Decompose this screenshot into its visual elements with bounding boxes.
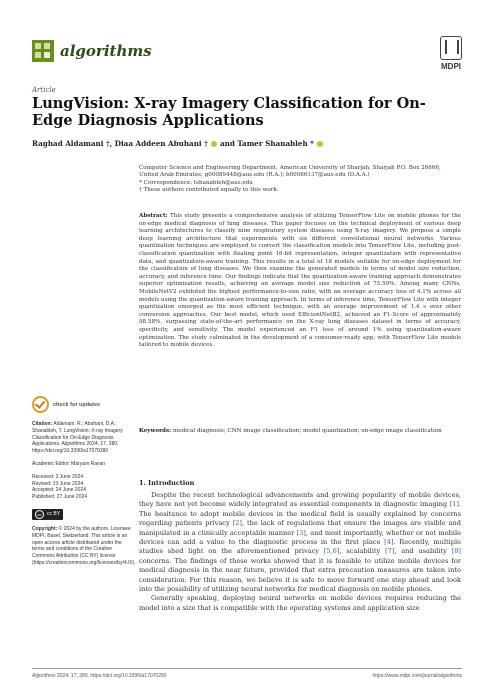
date-received: Received: 3 June 2024 [32, 473, 84, 480]
affiliation-dept: Computer Science and Engineering Department, American University of Sharjah, Sharjah P.O. Box 26666, [139, 165, 441, 171]
citation-link[interactable]: [1] [449, 500, 459, 509]
article-type: Article [32, 86, 56, 94]
affiliation-block [139, 165, 461, 194]
citation-block [32, 421, 132, 455]
introduction-body [139, 491, 461, 613]
keywords-text: medical diagnosis; CNN image classification; model quantization; on-edge image classification [172, 428, 442, 434]
citation-link[interactable]: [4] [384, 538, 394, 547]
abstract-text: This study presents a comprehensive analysis of utilizing TensorFlow Lite on mobile phones for the on-edge medical diagnosis of lung diseases. This paper focuses on the technical deployment of various deep learning architectures to classify nine respiratory system diseases using X-ray imagery. We propose a simple deep learning architecture that experiments with six different convolutional neural networks. Various quantization techniques are employed to convert the classification models into TensorFlow Lite, including post-classification quantization with floating point 16-bit representation, integer quantization with representative data, and quantization-aware training. This results in a total of 18 models suitable for on-edge deployment for the classification of lung diseases. We then examine the generated models in terms of model size reduction, accuracy, and inference time. Our findings indicate that the quantization-aware training approach demonstrates superior optimization results, achieving an average model size reduction of 75.59%. Among many CNNs, MobileNetV2 exhibited the highest performance-to-size ratio, with an average accuracy loss of 4.1% across all models using the quantization-aware training approach. In terms of inference time, TensorFlow Lite with integer quantization emerged as the most efficient technique, with an average improvement of 1.4 s over other conversion approaches. Our best model, which used EfficientNetB2, achieved an F1-Score of approximately 98.58%, surpassing state-of-the-art performance on the X-ray lung diseases dataset in terms of accuracy, specificity, and sensitivity. The model experienced an F1 loss of around 1% using quantization-aware optimization. The study culminated in the development of a consumer-ready app, with TensorFlow Lite models tailored to mobile devices. [139, 213, 461, 349]
abstract [139, 213, 461, 350]
page-footer [32, 668, 462, 679]
citation-link[interactable]: [2] [232, 519, 242, 528]
cc-license-badge[interactable] [32, 509, 63, 520]
author-list: Raghad Aldamani †, Diaa Addeen Abuhani † and Tamer Shanableh * [32, 139, 323, 148]
copyright-text: © 2024 by the authors. Licensee MDPI, Basel, Switzerland. This article is an open access article distributed under the terms and conditions of the Creative Commons Attribution (CC BY) license (https://creativecommons.org/licenses/by/4.0/). [32, 525, 136, 566]
citation-link[interactable]: [3] [296, 528, 306, 537]
equal-contribution-note: † These authors contributed equally to this work. [139, 186, 279, 193]
author-name[interactable]: and Tamer Shanableh * [219, 139, 314, 148]
intro-paragraph: Generally speaking, deploying neural networks on mobile devices requires reducing the model into a size that is compatible with the operating systems and application size [139, 594, 461, 612]
author-name[interactable]: Diaa Addeen Abuhani † [114, 139, 208, 148]
citation-link[interactable]: [8] [451, 547, 461, 556]
correspondence-note: * Correspondence: tshanableh@aus.edu [139, 179, 253, 186]
author-name[interactable]: Raghad Aldamani † [32, 139, 110, 148]
keywords-label: Keywords: [139, 428, 172, 434]
affiliation-location: United Arab Emirates; g00089448@aus.edu (R.A.); b00086137@aus.edu (D.A.A.) [139, 172, 370, 179]
footer-journal-url[interactable]: https://www.mdpi.com/journal/algorithms [372, 673, 462, 679]
section-heading: 1. Introduction [139, 479, 195, 487]
publisher-name: MDPI [441, 62, 461, 71]
check-updates-button[interactable] [32, 396, 132, 413]
footer-citation[interactable]: Algorithms 2024, 17, 280. https://doi.org/10.3390/a17070280 [32, 673, 167, 679]
citation-link[interactable]: [7] [385, 547, 395, 556]
citation-label: Citation: [32, 421, 53, 427]
journal-logo[interactable] [32, 40, 152, 62]
mdpi-logo[interactable] [440, 36, 462, 71]
check-updates-icon [32, 396, 49, 413]
sidebar-metadata [32, 396, 136, 573]
date-revised: Revised: 23 June 2024 [32, 480, 84, 487]
cc-icon: cc [35, 510, 44, 519]
intro-paragraph: Despite the recent technological advancements and growing popularity of mobile devices, they have not yet become widely integrated as essential components in diagnostic imaging [1]. The hesitance to adopt mobile devices in the medical field is usually explained by concerns regarding patients privacy [2], the lack of regulations that ensure the images are visible and manipulated in a clinically acceptable manner [3], and most importantly, whether or not mobile devices can add a value to the diagnostic process in the first place [4]. Recently, multiple studies shed light on the aforementioned privacy [5,6], scalability [7], and usability [8] concerns. The findings of these works showed that it is feasible to utilize mobile devices for medical diagnosis in the near future, provided that extra precaution measures are taken into consideration. For this reason, we believe it is safe to move forward one step ahead and look into the possibility of utilizing neural networks for medical diagnosis on mobile phones. [139, 491, 461, 594]
date-accepted: Accepted: 24 June 2024 [32, 487, 86, 494]
citation-text[interactable]: Aldamani, R.; Abuhani, D.A.; Shanableh, T. LungVision: X-ray Imagery Classification for On-Edge Diagnosis Applications. Algorithms 2024, 17, 280. https://doi.org/10.3390/a17070280 [32, 421, 123, 455]
orcid-icon[interactable] [317, 141, 323, 147]
academic-editor: Academic Editor: Maryam Ravan [32, 460, 106, 467]
paper-title: LungVision: X-ray Imagery Classification for On-Edge Diagnosis Applications [32, 95, 426, 129]
citation-link[interactable]: [5,6] [323, 547, 340, 556]
journal-name: algorithms [60, 42, 152, 60]
date-published: Published: 27 June 2024 [32, 494, 88, 501]
copyright-block [32, 525, 136, 567]
check-updates-label: check for updates [53, 401, 101, 408]
copyright-label: Copyright: [32, 525, 58, 532]
journal-logo-icon [32, 40, 54, 62]
cc-badge-label: cc BY [47, 511, 61, 518]
orcid-icon[interactable] [211, 141, 217, 147]
mdpi-icon [440, 36, 462, 60]
abstract-label: Abstract: [139, 213, 168, 219]
keywords [139, 428, 461, 436]
